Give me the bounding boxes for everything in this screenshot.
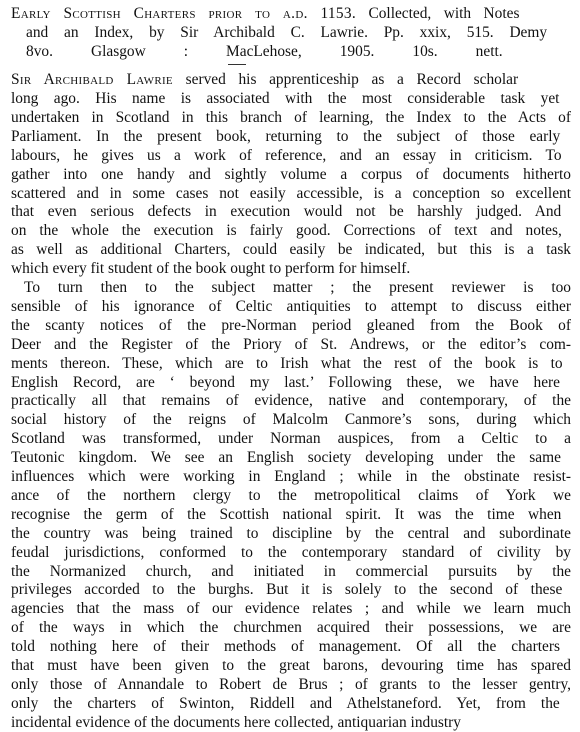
- review-line: privileges accorded to the burghs. But it is solely to the second of these: [11, 581, 563, 599]
- review-line: Teutonic kingdom. We see an English society developing under the same: [11, 449, 561, 467]
- review-line: that must have been given to the great barons, devouring time has spared: [11, 657, 571, 674]
- review-line: the Normanized church, and initiated in commercial pursuits by the: [11, 562, 571, 580]
- review-line: on the whole the execution is fairly good. Corrections of text and notes,: [11, 222, 562, 240]
- review-line: ments thereon. These, which are to Irish what the rest of the book is to: [11, 354, 563, 372]
- review-line: sensible of his ignorance of Celtic antiquities to attempt to discuss either: [11, 297, 571, 315]
- book-publisher-line: 8vo. Glasgow : MacLehose, 1905. 10s. nett.: [26, 43, 503, 60]
- review-line: Parliament. In the present book, returning to the subject of those early: [11, 127, 561, 145]
- review-line: the country was being trained to discipline by the central and subordinate: [11, 524, 571, 542]
- review-line: labours, he gives us a work of reference, and an essay in criticism. To: [11, 146, 562, 164]
- reviewed-author: Sir Archibald Lawrie: [11, 71, 173, 88]
- review-line: the scanty notices of the pre-Norman period gleaned from the Book of: [11, 316, 571, 334]
- review-line: To turn then to the subject matter ; the present reviewer is too: [24, 279, 571, 296]
- review-line: which every fit student of the book ought to perform for himself.: [11, 260, 411, 278]
- review-line: practically all that remains of evidence, native and contemporary, of the: [11, 392, 571, 410]
- review-line: gather into one handy and sightly volume a corpus of documents hitherto: [11, 165, 571, 183]
- review-line: ance of the northern clergy to the metropolitical claims of York we: [11, 486, 571, 504]
- review-line: English Record, are ‘ beyond my last.’ Following these, we have here: [11, 373, 560, 391]
- review-line: Deer and the Register of the Priory of St. Andrews, or the editor’s com-: [11, 335, 571, 353]
- book-details-line: and an Index, by Sir Archibald C. Lawrie. Pp. xxix, 515. Demy: [26, 24, 548, 41]
- review-line: undertaken in Scotland in this branch of learning, the Index to the Acts of: [11, 108, 571, 126]
- review-line: only the charters of Swinton, Riddell and Athelstaneford. Yet, from the: [11, 694, 560, 712]
- review-line: of the ways in which the churchmen acquired their possessions, we are: [11, 619, 571, 637]
- review-first-line: [11, 70, 571, 89]
- review-line: recognise the germ of the Scottish national spirit. It was the time when: [11, 505, 562, 523]
- separator-rule: [228, 64, 246, 65]
- review-line: told nothing here of their methods of management. Of all the charters: [11, 638, 560, 656]
- book-title-continuation: Collected, with Notes: [356, 5, 520, 22]
- review-line: incidental evidence of the documents here collected, antiquarian industry: [11, 713, 462, 731]
- review-line: influences which were working in England ; while in the obstinate resist-: [11, 468, 571, 485]
- book-title-line: [11, 4, 571, 23]
- book-title: Early Scottish Charters prior to a.d. 1153.: [11, 5, 357, 22]
- review-line: Scotland was transformed, under Norman auspices, from a Celtic to a: [11, 430, 571, 448]
- review-line: that even serious defects in execution would not be harshly judged. And: [11, 203, 562, 221]
- review-line: social history of the reigns of Malcolm Canmore’s sons, during which: [11, 411, 571, 429]
- review-line: scattered and in some cases not easily accessible, is a conception so excellent: [11, 184, 571, 202]
- review-line: as well as additional Charters, could easily be indicated, but this is a task: [11, 241, 571, 259]
- review-line: agencies that the mass of our evidence relates ; and while we learn much: [11, 600, 571, 618]
- review-line: feudal jurisdictions, conformed to the contemporary standard of civility by: [11, 543, 571, 561]
- review-first-line-text: served his apprenticeship as a Record scholar: [172, 71, 519, 88]
- review-line: long ago. His name is associated with the most considerable task yet: [11, 90, 560, 107]
- review-line: only those of Annandale to Robert de Brus ; of grants to the lesser gentry,: [11, 675, 571, 693]
